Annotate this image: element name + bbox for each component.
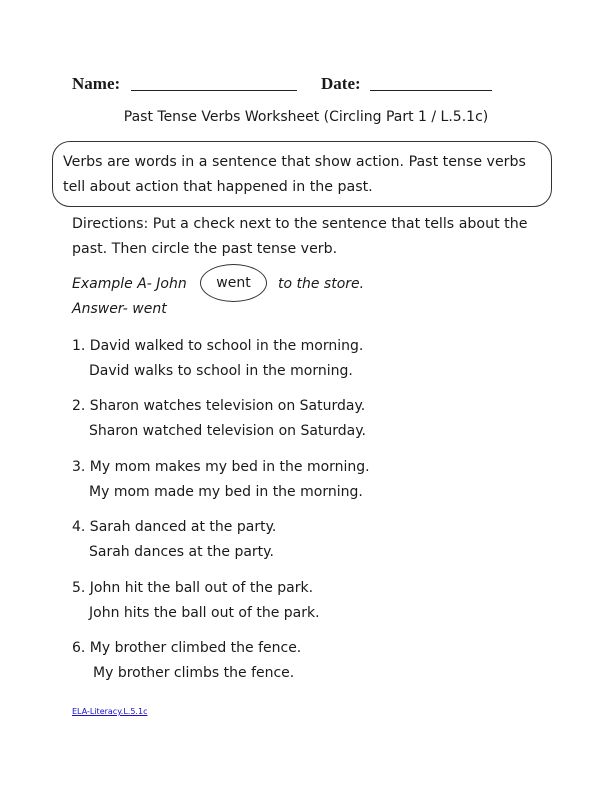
intro-box (52, 141, 552, 207)
sentence-option: 1. David walked to school in the morning. (72, 338, 364, 354)
question-item (72, 515, 552, 575)
example-prefix: Example A- John (72, 276, 187, 292)
sentence-option: My brother climbs the fence. (93, 664, 295, 681)
name-blank (131, 90, 297, 91)
sentence-option: David walks to school in the morning. (89, 363, 353, 379)
sentence-option: Sharon watched television on Saturday. (89, 423, 366, 440)
worksheet-title: Past Tense Verbs Worksheet (Circling Part 1 / L.5.1c) (123, 109, 489, 125)
date-label: Date: (321, 74, 361, 93)
date-blank (370, 90, 492, 91)
sentence-option: 4. Sarah danced at the party. (72, 519, 277, 536)
question-item (72, 334, 552, 394)
question-item (72, 576, 552, 636)
sentence-option: 2. Sharon watches television on Saturday. (72, 398, 366, 415)
example-suffix: to the store. (278, 276, 365, 292)
intro-text: Verbs are words in a sentence that show action. Past tense verbs tell about action that happened in the past. (63, 154, 526, 195)
sentence-option: 3. My mom makes my bed in the morning. (72, 458, 370, 475)
question-item (72, 394, 552, 454)
sentence-option: 6. My brother climbed the fence. (72, 639, 302, 656)
name-date-line (0, 72, 612, 96)
name-label: Name: (72, 74, 121, 93)
question-list (72, 334, 552, 696)
example-circled-word: went (200, 264, 267, 302)
sentence-option: Sarah dances at the party. (89, 544, 274, 561)
example-answer: Answer- went (72, 301, 167, 317)
sentence-option: 5. John hit the ball out of the park. (72, 579, 314, 596)
question-item (72, 455, 552, 515)
directions-text: Directions: Put a check next to the sentence that tells about the past. Then circle the past tense verb. (72, 216, 528, 257)
sentence-option: John hits the ball out of the park. (89, 604, 320, 621)
sentence-option: My mom made my bed in the morning. (89, 483, 363, 500)
question-item (72, 636, 552, 696)
standard-link[interactable]: ELA-Literacy.L.5.1c (72, 707, 148, 716)
